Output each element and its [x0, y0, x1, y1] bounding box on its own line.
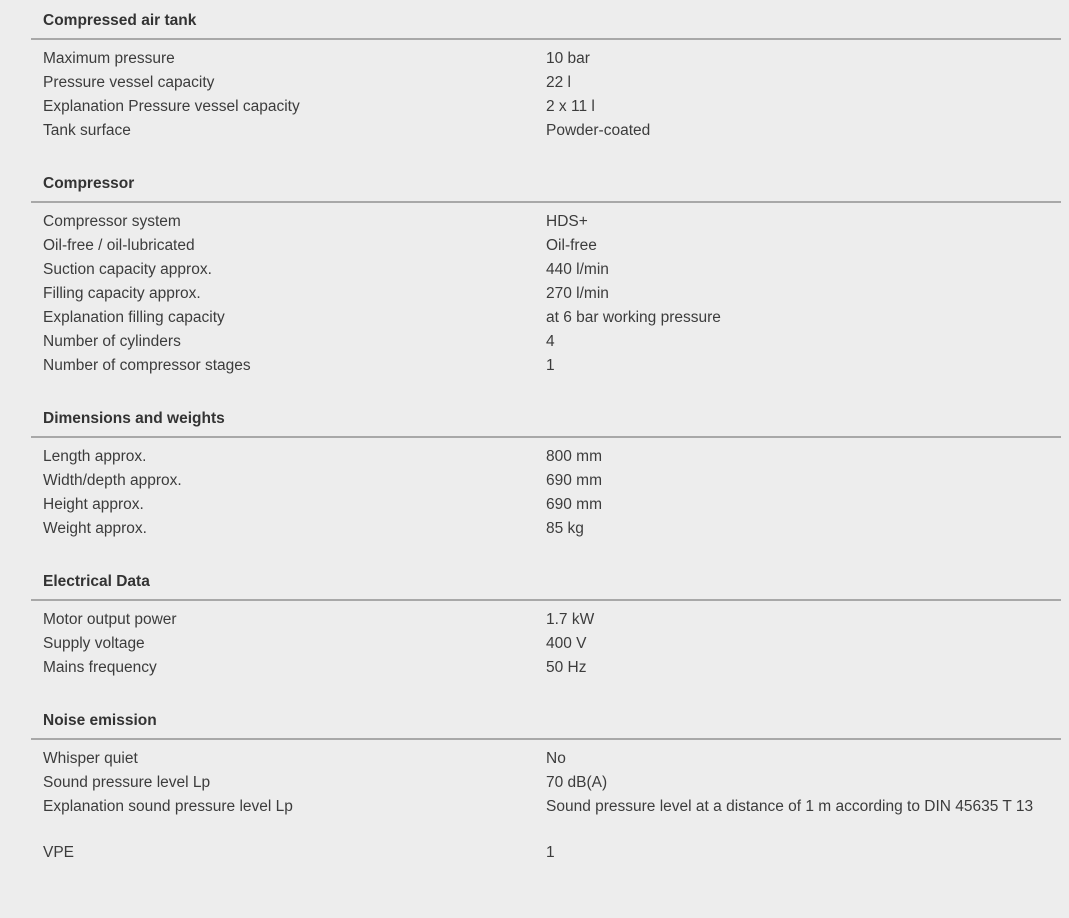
- spec-value: 2 x 11 l: [546, 98, 595, 115]
- spec-value: Powder-coated: [546, 122, 651, 139]
- spec-label: Mains frequency: [43, 659, 157, 676]
- spec-label: Compressor system: [43, 213, 181, 230]
- spec-row: [31, 282, 1061, 306]
- spec-label: Number of compressor stages: [43, 357, 251, 374]
- spec-value: 50 Hz: [546, 659, 587, 676]
- spec-label: Weight approx.: [43, 520, 147, 537]
- spec-value: 10 bar: [546, 50, 590, 67]
- spec-row: [31, 747, 1061, 771]
- spec-label: Oil-free / oil-lubricated: [43, 237, 195, 254]
- spec-label: Explanation filling capacity: [43, 309, 225, 326]
- spec-value: 690 mm: [546, 472, 602, 489]
- spec-row: [31, 47, 1061, 71]
- spec-label: Width/depth approx.: [43, 472, 182, 489]
- spec-row: [31, 119, 1061, 143]
- spec-value: 1: [546, 844, 555, 861]
- spec-value: HDS+: [546, 213, 588, 230]
- spec-value: 800 mm: [546, 448, 602, 465]
- spec-value: 400 V: [546, 635, 587, 652]
- spec-table: [31, 0, 1061, 865]
- spec-value: 270 l/min: [546, 285, 609, 302]
- spec-label: Sound pressure level Lp: [43, 774, 211, 791]
- spec-row: [31, 469, 1061, 493]
- spec-label: Length approx.: [43, 448, 147, 465]
- section-title: Dimensions and weights: [31, 398, 1061, 438]
- section-title: Noise emission: [31, 700, 1061, 740]
- spec-row: [31, 632, 1061, 656]
- spec-row: [31, 258, 1061, 282]
- spec-row: [31, 493, 1061, 517]
- spec-value: 70 dB(A): [546, 774, 608, 791]
- section-noise-emission: [31, 700, 1061, 865]
- section-title: Compressor: [31, 163, 1061, 203]
- spec-row: [31, 656, 1061, 680]
- section-title: Electrical Data: [31, 561, 1061, 601]
- spec-row: [31, 354, 1061, 378]
- section-compressor: [31, 163, 1061, 398]
- spec-label: Pressure vessel capacity: [43, 74, 215, 91]
- spec-value: No: [546, 750, 566, 767]
- spec-value: 690 mm: [546, 496, 602, 513]
- spec-label: Supply voltage: [43, 635, 145, 652]
- section-title: Compressed air tank: [31, 0, 1061, 40]
- spec-row: [31, 608, 1061, 632]
- spec-row: [31, 71, 1061, 95]
- spec-value: 85 kg: [546, 520, 584, 537]
- spec-row: [31, 210, 1061, 234]
- spec-row: [31, 771, 1061, 795]
- spec-value: 4: [546, 333, 555, 350]
- spec-value: at 6 bar working pressure: [546, 309, 721, 326]
- spec-label: Explanation Pressure vessel capacity: [43, 98, 300, 115]
- spec-row: [31, 445, 1061, 469]
- spec-value: 22 l: [546, 74, 571, 91]
- spec-label: Filling capacity approx.: [43, 285, 201, 302]
- spec-label: Suction capacity approx.: [43, 261, 212, 278]
- section-dimensions-and-weights: [31, 398, 1061, 561]
- spec-value: Oil-free: [546, 237, 597, 254]
- spec-value: Sound pressure level at a distance of 1 m according to DIN 45635 T 13: [546, 798, 1034, 815]
- spec-row-vpe: [31, 841, 1061, 865]
- section-compressed-air-tank: [31, 0, 1061, 163]
- spec-row: [31, 95, 1061, 119]
- spec-value: 440 l/min: [546, 261, 609, 278]
- spec-label: Tank surface: [43, 122, 131, 139]
- spec-label: Explanation sound pressure level Lp: [43, 798, 293, 815]
- spec-row: [31, 306, 1061, 330]
- section-electrical-data: [31, 561, 1061, 700]
- spec-value: 1.7 kW: [546, 611, 595, 628]
- spec-value: 1: [546, 357, 555, 374]
- spec-row: [31, 517, 1061, 541]
- spec-label: Number of cylinders: [43, 333, 181, 350]
- spec-label: Height approx.: [43, 496, 144, 513]
- spec-label: VPE: [43, 844, 75, 861]
- spec-label: Maximum pressure: [43, 50, 175, 67]
- spec-label: Motor output power: [43, 611, 177, 628]
- spec-row: [31, 234, 1061, 258]
- spec-row: [31, 795, 1061, 819]
- spec-label: Whisper quiet: [43, 750, 138, 767]
- spec-row: [31, 330, 1061, 354]
